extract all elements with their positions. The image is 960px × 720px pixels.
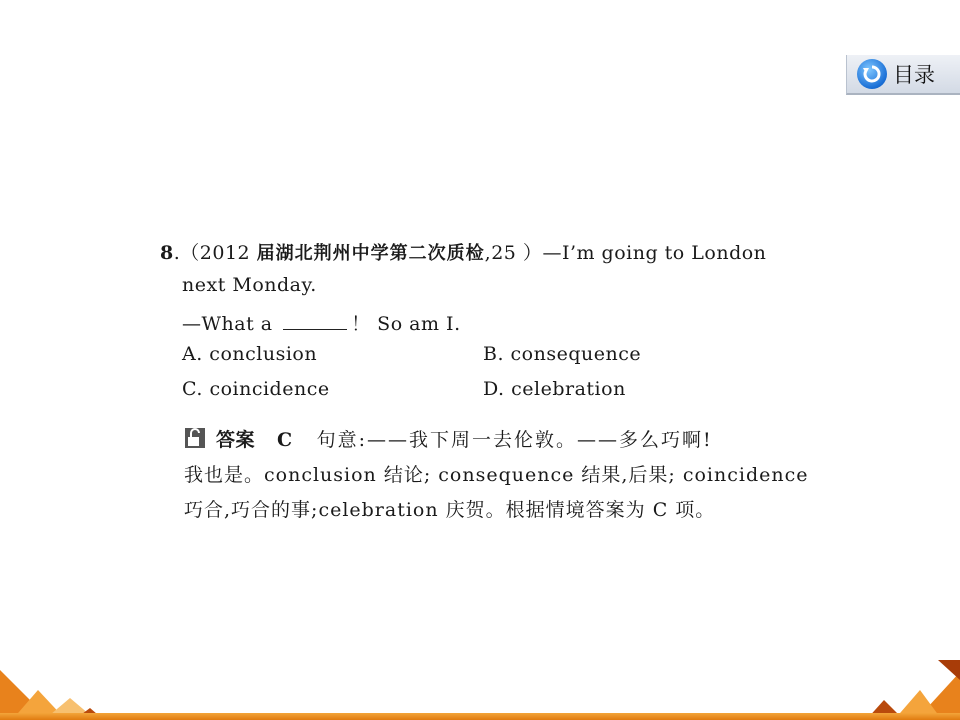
unlock-icon (184, 427, 206, 449)
toc-label: 目录 (893, 63, 935, 87)
option-a: A. conclusion (182, 343, 318, 365)
toc-button[interactable] (846, 55, 960, 95)
refresh-icon (857, 59, 887, 89)
decor-right-triangles (860, 660, 960, 720)
answer-label: 答案 (216, 429, 256, 451)
reply-after: ！ So am I. (351, 313, 461, 335)
answer-explanation-3: 巧合,巧合的事;celebration 庆贺。根据情境答案为 C 项。 (184, 499, 716, 521)
option-c: C. coincidence (182, 378, 330, 400)
question-stem-line1 (160, 238, 766, 265)
question-source: 届湖北荆州中学第二次质检 (256, 243, 485, 264)
question-source-open: .（2012 (173, 242, 257, 264)
bottom-bar (0, 713, 960, 720)
option-b: B. consequence (483, 343, 642, 365)
question-reply (182, 309, 461, 336)
question-number: 8 (160, 242, 174, 264)
question-prompt-a: —I’m going to London (542, 242, 767, 264)
answer-explanation-1: 句意:——我下周一去伦敦。——多么巧啊! (316, 429, 713, 451)
answer-explanation-2: 我也是。conclusion 结论; consequence 结果,后果; coincidence (184, 464, 809, 486)
question-source-tail: ,25 ） (484, 242, 543, 264)
option-d: D. celebration (483, 378, 626, 400)
answer-blank (283, 313, 347, 330)
answer-line1 (184, 425, 713, 452)
reply-before: —What a (182, 313, 280, 335)
question-prompt-b: next Monday. (182, 274, 317, 296)
answer-letter: C (277, 429, 293, 451)
decor-left-triangles (0, 660, 110, 720)
